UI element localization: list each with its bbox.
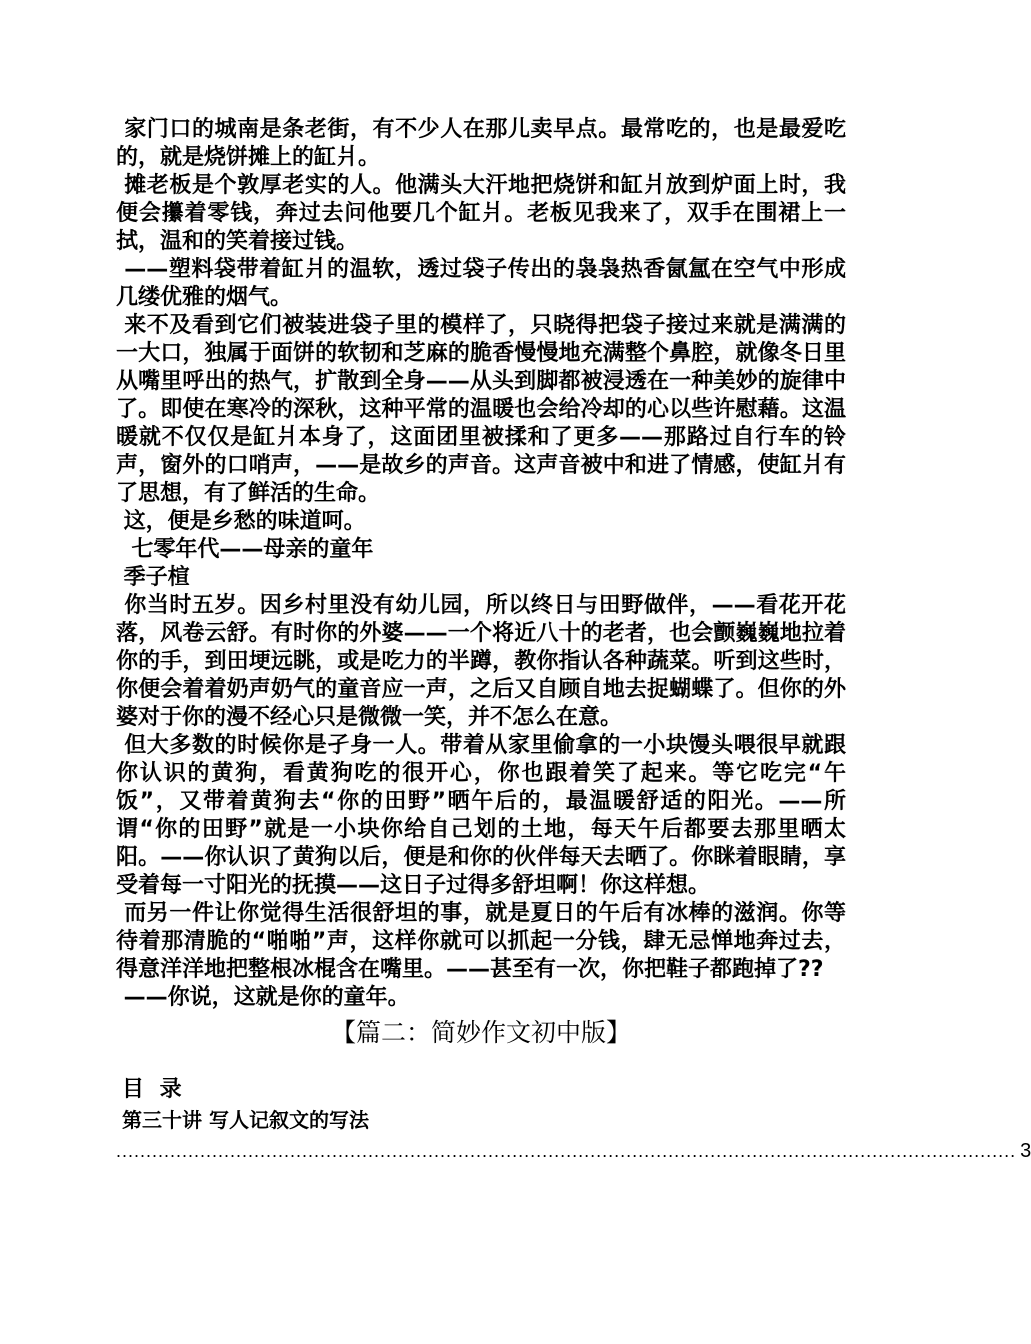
paragraph-6: 你当时五岁。因乡村里没有幼儿园，所以终日与田野做伴，——看花开花落，风卷云舒。有时你的外婆——一个将近八十的老者，也会颤巍巍地拉着你的手，到田埂远眺，或是吃力的半蹲，教你指认各种蔬菜。听到这些时，你便会着着奶声奶气的童音应一声，之后又自顾自地去捉蝴蝶了。但你的外婆对于你的漫不经心只是微微一笑，并不怎么在意。 [116, 593, 846, 730]
paragraph-3: ——塑料袋带着缸爿的温软，透过袋子传出的袅袅热香氤氲在空气中形成几缕优雅的烟气。 [116, 257, 846, 310]
paragraph-7: 但大多数的时候你是孑身一人。带着从家里偷拿的一小块馒头喂很早就跟你认识的黄狗，看黄狗吃的很开心，你也跟着笑了起来。等它吃完“午饭”，又带着黄狗去“你的田野”晒午后的，最温暖舒适的阳光。——所谓“你的田野”就是一小块你给自己划的土地，每天午后都要去那里晒太阳。——你认识了黄狗以后，便是和你的伙伴每天去晒了。你眯着眼睛，享受着每一寸阳光的抚摸——这日子过得多舒坦啊！你这样想。 [116, 733, 846, 898]
toc-page-number: 3 [1020, 1140, 1031, 1162]
toc-heading: 目 录 [122, 1077, 186, 1102]
toc-entry-title[interactable]: 第三十讲 写人记叙文的写法 [122, 1108, 369, 1132]
section-title: 【篇二：简妙作文初中版】 [330, 1018, 631, 1047]
paragraph-5: 这，便是乡愁的味道呵。 [116, 509, 366, 534]
toc-entry-leader-row [116, 1140, 1031, 1163]
paragraph-2: 摊老板是个敦厚老实的人。他满头大汗地把烧饼和缸爿放到炉面上时，我便会攥着零钱，奔过去问他要几个缸爿。老板见我来了，双手在围裙上一拭，温和的笑着接过钱。 [116, 173, 846, 254]
paragraph-8: 而另一件让你觉得生活很舒坦的事，就是夏日的午后有冰棒的滋润。你等待着那清脆的“啪啪”声，这样你就可以抓起一分钱，肆无忌惮地奔过去，得意洋洋地把整根冰棍含在嘴里。——甚至有一次，你把鞋子都跑掉了?? [116, 901, 846, 982]
essay-title: 七零年代——母亲的童年 [116, 537, 374, 562]
paragraph-4: 来不及看到它们被装进袋子里的模样了，只晓得把袋子接过来就是满满的一大口，独属于面饼的软韧和芝麻的脆香慢慢地充满整个鼻腔，就像冬日里从嘴里呼出的热气，扩散到全身——从头到脚都被浸透在一种美妙的旋律中了。即使在寒冷的深秋，这种平常的温暖也会给冷却的心以些许慰藉。这温暖就不仅仅是缸爿本身了，这面团里被揉和了更多——那路过自行车的铃声，窗外的口哨声，——是故乡的声音。这声音被中和进了情感，使缸爿有了思想，有了鲜活的生命。 [116, 313, 846, 506]
paragraph-1: 家门口的城南是条老街，有不少人在那儿卖早点。最常吃的，也是最爱吃的，就是烧饼摊上的缸爿。 [116, 117, 846, 170]
document-page [116, 116, 1031, 1163]
paragraph-9: ——你说，这就是你的童年。 [116, 985, 410, 1010]
essay-author: 季子楦 [116, 565, 190, 590]
toc-dot-leader: ...................................................................................................................................................... [116, 1141, 1017, 1161]
